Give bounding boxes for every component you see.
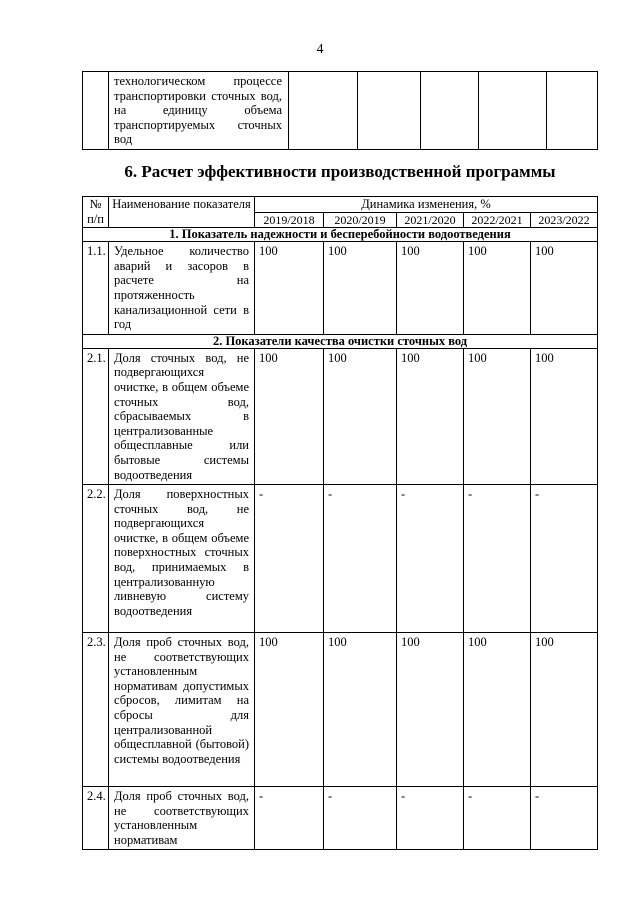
row-value: -: [464, 787, 531, 850]
row-value: 100: [464, 242, 531, 335]
row-name: Доля сточных вод, не подвергающихся очистке, в общем объеме сточных вод, сбрасываемых в централизованные общесплавные или бытовые системы водоотведения: [109, 348, 255, 484]
continuation-empty-cell: [479, 72, 547, 150]
header-num: № п/п: [83, 197, 109, 228]
row-value: 100: [397, 242, 464, 335]
row-name: Доля поверхностных сточных вод, не подвергающихся очистке, в общем объеме поверхностных сточных вод, принимаемых в централизованную ливневую систему водоотведения: [109, 485, 255, 633]
row-value: -: [324, 787, 397, 850]
row-value: 100: [255, 633, 324, 787]
row-value: 100: [324, 633, 397, 787]
row-value: 100: [531, 633, 598, 787]
header-dynamics: Динамика изменения, %: [255, 197, 598, 213]
continuation-table: [82, 71, 598, 150]
continuation-empty-cell: [289, 72, 358, 150]
row-value: 100: [255, 242, 324, 335]
row-name: Доля проб сточных вод, не соответствующих установленным нормативам: [109, 787, 255, 850]
continuation-text: технологическом процессе транспортировки сточных вод, на единицу объема транспортируемых сточных вод: [109, 72, 289, 150]
continuation-empty-cell: [547, 72, 598, 150]
row-value: 100: [397, 348, 464, 484]
row-value: -: [464, 485, 531, 633]
continuation-empty-cell: [421, 72, 479, 150]
row-num: 1.1.: [83, 242, 109, 335]
row-value: -: [397, 787, 464, 850]
row-name: Удельное количество аварий и засоров в расчете на протяженность канализационной сети в год: [109, 242, 255, 335]
continuation-num-cell: [83, 72, 109, 150]
group-title: 2. Показатели качества очистки сточных вод: [83, 334, 598, 348]
group-title: 1. Показатель надежности и бесперебойности водоотведения: [83, 228, 598, 242]
header-name: Наименование показателя: [109, 197, 255, 228]
page-number: 4: [316, 42, 324, 57]
header-year: 2020/2019: [324, 212, 397, 228]
row-value: -: [531, 787, 598, 850]
row-value: -: [255, 485, 324, 633]
row-value: 100: [397, 633, 464, 787]
row-num: 2.1.: [83, 348, 109, 484]
header-year: 2021/2020: [397, 212, 464, 228]
section-title: 6. Расчет эффективности производственной программы: [124, 162, 556, 181]
row-value: -: [255, 787, 324, 850]
row-value: 100: [531, 242, 598, 335]
row-value: 100: [324, 348, 397, 484]
row-value: 100: [324, 242, 397, 335]
header-year: 2023/2022: [531, 212, 598, 228]
row-value: -: [531, 485, 598, 633]
row-num: 2.3.: [83, 633, 109, 787]
header-year: 2022/2021: [464, 212, 531, 228]
row-value: 100: [464, 348, 531, 484]
row-value: -: [397, 485, 464, 633]
row-num: 2.4.: [83, 787, 109, 850]
row-value: 100: [255, 348, 324, 484]
row-value: 100: [464, 633, 531, 787]
row-name: Доля проб сточных вод, не соответствующих установленным нормативам допустимых сбросов, лимитам на сбросы для централизованной общесплавной (бытовой) системы водоотведения: [109, 633, 255, 787]
row-value: -: [324, 485, 397, 633]
row-value: 100: [531, 348, 598, 484]
row-num: 2.2.: [83, 485, 109, 633]
header-year: 2019/2018: [255, 212, 324, 228]
continuation-empty-cell: [358, 72, 421, 150]
efficiency-table: [82, 196, 598, 850]
